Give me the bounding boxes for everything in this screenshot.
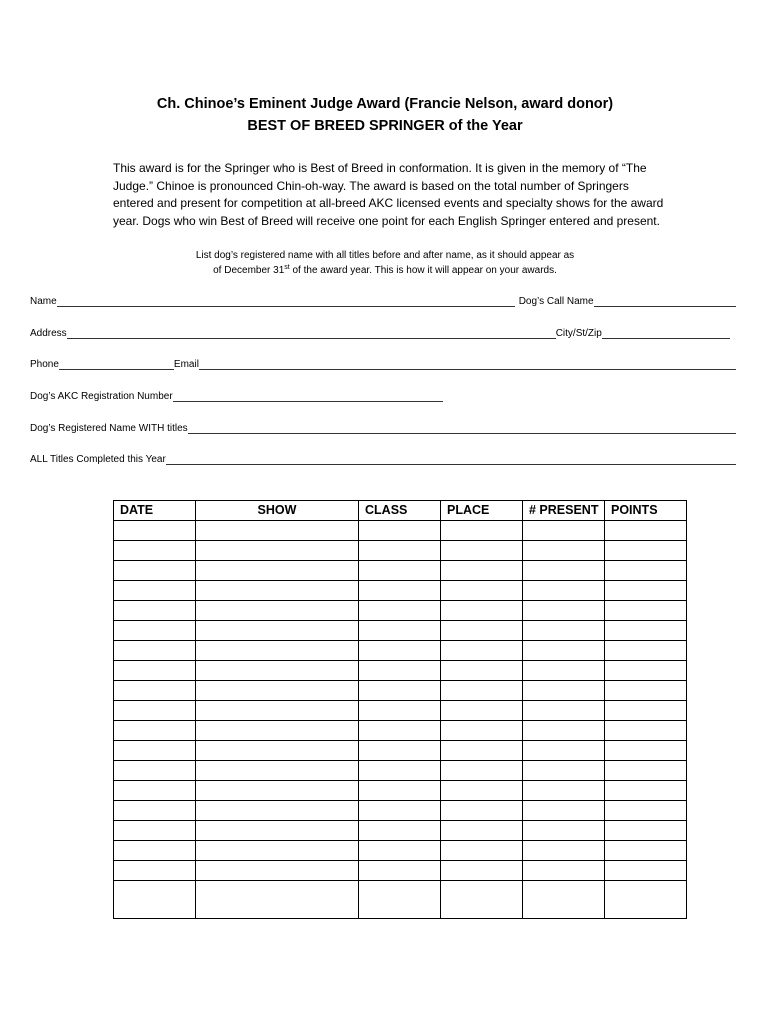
instruction-superscript: st xyxy=(284,264,290,271)
table-cell[interactable] xyxy=(114,881,196,919)
table-cell[interactable] xyxy=(196,661,359,681)
table-cell[interactable] xyxy=(359,621,441,641)
table-body xyxy=(114,521,687,919)
table-row xyxy=(114,761,687,781)
table-cell[interactable] xyxy=(114,801,196,821)
table-cell[interactable] xyxy=(114,601,196,621)
table-cell[interactable] xyxy=(359,521,441,541)
table-cell[interactable] xyxy=(196,821,359,841)
table-cell[interactable] xyxy=(605,861,687,881)
address-label: Address xyxy=(30,328,67,339)
table-row xyxy=(114,741,687,761)
table-cell[interactable] xyxy=(605,841,687,861)
city-label: City/St/Zip xyxy=(555,328,602,339)
description-line: Judge.” Chinoe is pronounced Chin-oh-way. The award is based on the total number of Springers xyxy=(113,178,629,193)
table-cell[interactable] xyxy=(114,821,196,841)
table-cell[interactable] xyxy=(605,521,687,541)
table-cell[interactable] xyxy=(523,521,605,541)
table-cell[interactable] xyxy=(441,741,523,761)
table-cell[interactable] xyxy=(359,541,441,561)
table-cell[interactable] xyxy=(605,761,687,781)
table-cell[interactable] xyxy=(523,621,605,641)
table-cell[interactable] xyxy=(523,561,605,581)
table-cell[interactable] xyxy=(441,781,523,801)
header-date: DATE xyxy=(114,501,196,521)
table-row xyxy=(114,681,687,701)
table-cell[interactable] xyxy=(605,581,687,601)
table-row xyxy=(114,621,687,641)
header-points: POINTS xyxy=(605,501,687,521)
name-field[interactable] xyxy=(57,295,515,307)
akc-row xyxy=(30,390,736,404)
table-cell[interactable] xyxy=(605,781,687,801)
table-cell[interactable] xyxy=(114,641,196,661)
table-cell[interactable] xyxy=(196,881,359,919)
table-row xyxy=(114,641,687,661)
table-cell[interactable] xyxy=(523,701,605,721)
instruction-line-2 xyxy=(0,263,770,278)
table-cell[interactable] xyxy=(605,701,687,721)
table-cell[interactable] xyxy=(441,821,523,841)
table-cell[interactable] xyxy=(441,641,523,661)
table-cell[interactable] xyxy=(605,681,687,701)
table-cell[interactable] xyxy=(359,741,441,761)
header-present: # PRESENT xyxy=(523,501,605,521)
table-cell[interactable] xyxy=(196,801,359,821)
table-cell[interactable] xyxy=(196,681,359,701)
table-row xyxy=(114,601,687,621)
table-cell[interactable] xyxy=(605,801,687,821)
instruction-text: of December 31 xyxy=(213,265,285,276)
table-cell[interactable] xyxy=(523,541,605,561)
table-cell[interactable] xyxy=(359,701,441,721)
table-cell[interactable] xyxy=(441,521,523,541)
table-cell[interactable] xyxy=(114,581,196,601)
table-cell[interactable] xyxy=(523,721,605,741)
table-cell[interactable] xyxy=(359,821,441,841)
table-cell[interactable] xyxy=(196,541,359,561)
header-class: CLASS xyxy=(359,501,441,521)
show-results-table xyxy=(113,500,687,919)
table-cell[interactable] xyxy=(114,861,196,881)
description-line: year. Dogs who win Best of Breed will receive one point for each English Springer entered and present. xyxy=(113,213,660,228)
table-cell[interactable] xyxy=(114,541,196,561)
phone-field[interactable] xyxy=(59,358,174,370)
table-cell[interactable] xyxy=(605,601,687,621)
email-field[interactable] xyxy=(199,358,736,370)
address-row xyxy=(30,327,736,341)
table-cell[interactable] xyxy=(114,741,196,761)
table-cell[interactable] xyxy=(523,781,605,801)
table-cell[interactable] xyxy=(196,781,359,801)
table-cell[interactable] xyxy=(441,541,523,561)
table-cell[interactable] xyxy=(196,761,359,781)
table-cell[interactable] xyxy=(441,881,523,919)
table-cell[interactable] xyxy=(359,641,441,661)
table-row xyxy=(114,701,687,721)
header-show: SHOW xyxy=(196,501,359,521)
table-cell[interactable] xyxy=(523,601,605,621)
table-cell[interactable] xyxy=(359,861,441,881)
table-cell[interactable] xyxy=(605,821,687,841)
table-cell[interactable] xyxy=(359,881,441,919)
table-cell[interactable] xyxy=(196,601,359,621)
instruction-line-1: List dog’s registered name with all titles before and after name, as it should appear as xyxy=(195,250,575,261)
table-cell[interactable] xyxy=(114,781,196,801)
table-cell[interactable] xyxy=(114,521,196,541)
table-row xyxy=(114,881,687,919)
table-cell[interactable] xyxy=(196,621,359,641)
table-cell[interactable] xyxy=(605,641,687,661)
table-row xyxy=(114,661,687,681)
table-cell[interactable] xyxy=(523,661,605,681)
table-cell[interactable] xyxy=(196,581,359,601)
table-cell[interactable] xyxy=(523,861,605,881)
table-cell[interactable] xyxy=(196,641,359,661)
table-cell[interactable] xyxy=(441,581,523,601)
table-cell[interactable] xyxy=(441,561,523,581)
table-row xyxy=(114,861,687,881)
titles-field[interactable] xyxy=(166,453,736,465)
table-cell[interactable] xyxy=(359,781,441,801)
table-cell[interactable] xyxy=(523,841,605,861)
table-cell[interactable] xyxy=(605,621,687,641)
table-cell[interactable] xyxy=(605,541,687,561)
table-cell[interactable] xyxy=(523,741,605,761)
table-cell[interactable] xyxy=(523,761,605,781)
call-name-field[interactable] xyxy=(594,295,736,307)
table-cell[interactable] xyxy=(523,581,605,601)
city-field[interactable] xyxy=(602,327,730,339)
table-cell[interactable] xyxy=(605,741,687,761)
table-cell[interactable] xyxy=(196,861,359,881)
akc-field[interactable] xyxy=(173,390,443,402)
titles-label: ALL Titles Completed this Year xyxy=(30,454,166,465)
table-row xyxy=(114,541,687,561)
table-cell[interactable] xyxy=(523,641,605,661)
table-cell[interactable] xyxy=(523,801,605,821)
table-row xyxy=(114,821,687,841)
table-row xyxy=(114,841,687,861)
table-cell[interactable] xyxy=(114,721,196,741)
award-description xyxy=(113,160,713,230)
titles-row xyxy=(30,453,736,467)
table-cell[interactable] xyxy=(605,561,687,581)
address-field[interactable] xyxy=(67,327,556,339)
table-cell[interactable] xyxy=(114,661,196,681)
table-header-row xyxy=(114,501,687,521)
header-place: PLACE xyxy=(441,501,523,521)
table-cell[interactable] xyxy=(441,661,523,681)
table-cell[interactable] xyxy=(441,701,523,721)
table-cell[interactable] xyxy=(196,561,359,581)
email-label: Email xyxy=(173,359,199,370)
table-cell[interactable] xyxy=(605,881,687,919)
table-cell[interactable] xyxy=(359,801,441,821)
table-cell[interactable] xyxy=(441,681,523,701)
table-cell[interactable] xyxy=(523,881,605,919)
table-cell[interactable] xyxy=(605,721,687,741)
table-cell[interactable] xyxy=(441,841,523,861)
table-cell[interactable] xyxy=(114,561,196,581)
table-cell[interactable] xyxy=(114,701,196,721)
registered-name-label: Dog’s Registered Name WITH titles xyxy=(30,423,188,434)
table-cell[interactable] xyxy=(441,621,523,641)
table-cell[interactable] xyxy=(196,721,359,741)
name-row xyxy=(30,295,736,309)
table-cell[interactable] xyxy=(196,841,359,861)
table-cell[interactable] xyxy=(196,701,359,721)
table-cell[interactable] xyxy=(441,721,523,741)
registered-name-field[interactable] xyxy=(188,422,736,434)
phone-label: Phone xyxy=(30,359,59,370)
table-row xyxy=(114,521,687,541)
table-cell[interactable] xyxy=(605,661,687,681)
table-cell[interactable] xyxy=(359,601,441,621)
akc-label: Dog’s AKC Registration Number xyxy=(30,391,173,402)
table-cell[interactable] xyxy=(523,681,605,701)
table-cell[interactable] xyxy=(359,841,441,861)
table-cell[interactable] xyxy=(196,521,359,541)
table-cell[interactable] xyxy=(359,681,441,701)
table-cell[interactable] xyxy=(359,761,441,781)
award-subtitle: BEST OF BREED SPRINGER of the Year xyxy=(247,118,523,134)
registered-name-row xyxy=(30,422,736,436)
award-title: Ch. Chinoe’s Eminent Judge Award (Francie Nelson, award donor) xyxy=(156,96,614,112)
table-cell[interactable] xyxy=(359,581,441,601)
call-name-label: Dog’s Call Name xyxy=(518,296,594,307)
table-cell[interactable] xyxy=(441,601,523,621)
description-line: This award is for the Springer who is Best of Breed in conformation. It is given in the memory of “The xyxy=(113,161,647,175)
table-row xyxy=(114,801,687,821)
table-cell[interactable] xyxy=(441,801,523,821)
table-cell[interactable] xyxy=(441,861,523,881)
table-cell[interactable] xyxy=(359,721,441,741)
table-cell[interactable] xyxy=(196,741,359,761)
table-cell[interactable] xyxy=(359,561,441,581)
instruction-text: of the award year. This is how it will appear on your awards. xyxy=(289,265,557,276)
table-cell[interactable] xyxy=(359,661,441,681)
table-cell[interactable] xyxy=(441,761,523,781)
table-cell[interactable] xyxy=(114,761,196,781)
name-label: Name xyxy=(30,296,57,307)
description-line: entered and present for competition at all-breed AKC licensed events and specialty shows for the award xyxy=(113,196,664,210)
table-row xyxy=(114,561,687,581)
table-row xyxy=(114,781,687,801)
table-cell[interactable] xyxy=(114,681,196,701)
table-cell[interactable] xyxy=(114,841,196,861)
table-row xyxy=(114,721,687,741)
table-row xyxy=(114,581,687,601)
table-cell[interactable] xyxy=(523,821,605,841)
table-cell[interactable] xyxy=(114,621,196,641)
phone-row xyxy=(30,358,736,372)
